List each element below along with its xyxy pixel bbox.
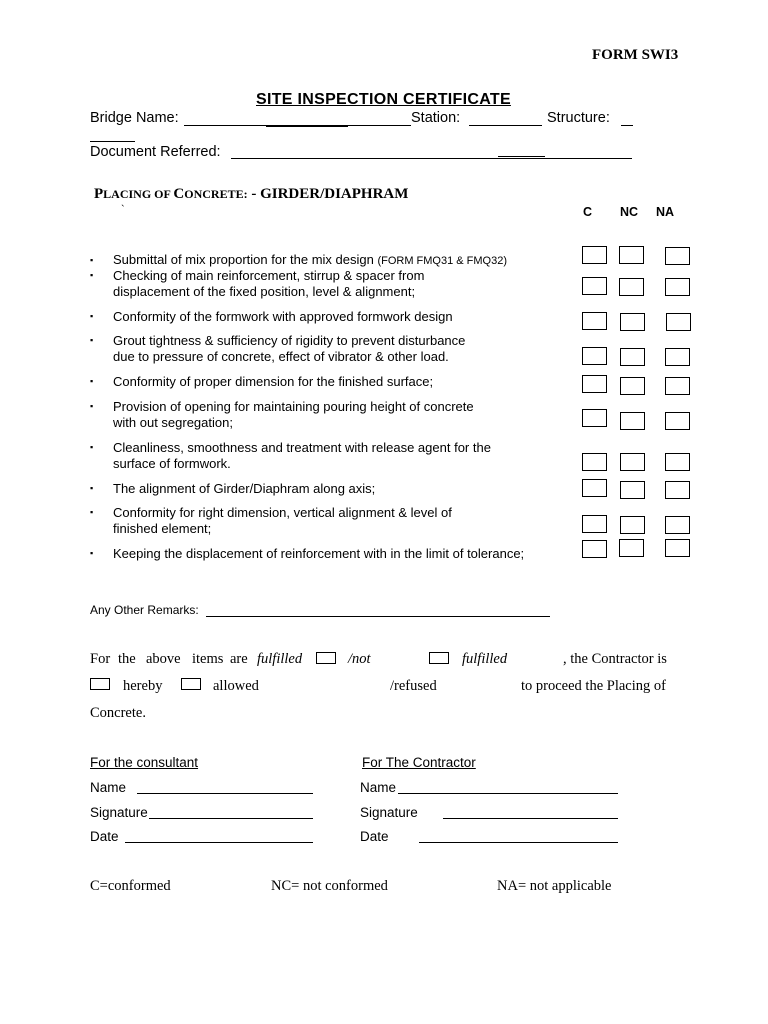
statement-word: the [118,651,136,667]
not-fulfilled-label: fulfilled [462,651,508,667]
item-text-line2: due to pressure of concrete, effect of vibrator & other load. [113,349,449,364]
contractor-signature-field[interactable] [443,818,618,819]
item-text-line2: displacement of the fixed position, level & alignment; [113,284,416,299]
bullet-marker: ▪ [90,401,94,411]
structure-field[interactable] [621,125,633,126]
checklist-item-1 [113,252,507,269]
checkbox-c-item-8[interactable] [582,479,607,497]
contractor-date-label: Date [360,829,389,844]
checkbox-c-item-1[interactable] [582,246,607,264]
checkbox-nc-item-8[interactable] [620,481,645,499]
item-text-line1: Conformity of the formwork with approved formwork design [113,309,453,324]
checkbox-nc-item-9[interactable] [620,516,645,534]
bridge-name-underline [266,126,348,127]
stray-tick-mark: ` [121,204,125,216]
checkbox-nc-item-6[interactable] [620,412,645,430]
section-title [94,186,408,203]
statement-word: are [230,651,248,667]
remarks-field[interactable] [206,616,550,617]
structure-label: Structure: [547,110,610,126]
item-text-line1: Conformity for right dimension, vertical alignment & level of [113,505,452,520]
section-title-c: C [173,186,185,202]
checkbox-c-item-10[interactable] [582,540,607,558]
checklist-item-10 [113,546,524,562]
statement-tail: , the Contractor is [563,651,667,667]
item-text-line2: surface of formwork. [113,456,231,471]
consultant-name-field[interactable] [137,793,313,794]
fulfilled-label: fulfilled [257,651,303,667]
item-text-line1: Grout tightness & sufficiency of rigidity to prevent disturbance [113,333,466,348]
checkbox-na-item-7[interactable] [665,453,690,471]
bullet-marker: ▪ [90,270,94,280]
legend-not-conformed: NC= not conformed [271,878,388,894]
bridge-name-label: Bridge Name: [90,110,179,126]
form-code: FORM SWI3 [592,47,679,63]
checkbox-c-item-3[interactable] [582,312,607,330]
section-title-oncrete: ONCRETE: [184,187,248,201]
allowed-label: allowed [213,678,259,694]
checklist-item-4 [113,333,465,365]
checkbox-na-item-5[interactable] [665,377,690,395]
consultant-signature-field[interactable] [149,818,313,819]
consultant-date-label: Date [90,829,119,844]
checkbox-na-item-9[interactable] [665,516,690,534]
item-text-line1: Cleanliness, smoothness and treatment with release agent for the [113,440,491,455]
structure-field-continued[interactable] [90,141,135,142]
not-label: /not [348,651,371,667]
statement-word: items [192,651,224,667]
consultant-date-field[interactable] [125,842,313,843]
checkbox-c-item-2[interactable] [582,277,607,295]
item-text-line2: finished element; [113,521,212,536]
bullet-marker: ▪ [90,376,94,386]
contractor-name-label: Name [360,780,397,795]
proceed-text: to proceed the Placing of [521,678,666,694]
item-text-line1: Checking of main reinforcement, stirrup & spacer from [113,268,425,283]
checklist-item-9 [113,505,452,537]
item-text-line1: Provision of opening for maintaining pouring height of concrete [113,399,474,414]
consultant-signature-label: Signature [90,805,148,820]
checkbox-nc-item-7[interactable] [620,453,645,471]
checkbox-nc-item-2[interactable] [619,278,644,296]
concrete-text: Concrete. [90,705,146,721]
checkbox-nc-item-5[interactable] [620,377,645,395]
contractor-name-field[interactable] [398,793,618,794]
bullet-marker: ▪ [90,507,94,517]
checkbox-nc-item-4[interactable] [620,348,645,366]
checklist-item-5 [113,374,433,390]
bullet-marker: ▪ [90,483,94,493]
checkbox-nc-item-10[interactable] [619,539,644,557]
checkbox-c-item-7[interactable] [582,453,607,471]
document-referred-field[interactable] [231,158,632,159]
page-title: SITE INSPECTION CERTIFICATE [256,91,511,108]
checklist-item-3 [113,309,453,325]
legend-conformed: C=conformed [90,878,171,894]
item-text-line1: Keeping the displacement of reinforcement with in the limit of tolerance; [113,546,525,561]
contractor-signature-label: Signature [360,805,418,820]
checkbox-nc-item-1[interactable] [619,246,644,264]
station-field[interactable] [469,125,542,126]
checkbox-na-item-1[interactable] [665,247,690,265]
not-fulfilled-checkbox[interactable] [429,652,449,664]
remarks-label: Any Other Remarks: [90,603,199,617]
column-header-na: NA [656,205,675,219]
checklist-item-7 [113,440,491,472]
column-header-nc: NC [620,205,639,219]
checkbox-na-item-4[interactable] [665,348,690,366]
station-label: Station: [411,110,461,126]
checkbox-na-item-3[interactable] [666,313,691,331]
column-header-c: C [583,205,593,219]
document-referred-label: Document Referred: [90,144,221,160]
checkbox-c-item-9[interactable] [582,515,607,533]
legend-not-applicable: NA= not applicable [497,878,612,894]
fulfilled-checkbox[interactable] [316,652,336,664]
refused-label: /refused [390,678,437,694]
statement-word: For [90,651,111,667]
bullet-marker: ▪ [90,255,94,265]
section-title-lacing: LACING OF [103,187,174,201]
bullet-marker: ▪ [90,442,94,452]
checkbox-c-item-4[interactable] [582,347,607,365]
checklist-item-2 [113,268,424,300]
consultant-name-label: Name [90,780,127,795]
checkbox-c-item-5[interactable] [582,375,607,393]
checkbox-nc-item-3[interactable] [620,313,645,331]
checkbox-na-item-10[interactable] [665,539,690,557]
checklist-item-6 [113,399,474,431]
section-title-subject: - GIRDER/DIAPHRAM [247,186,409,202]
checklist-item-8 [113,481,375,497]
item-text-line1: Conformity of proper dimension for the finished surface; [113,374,434,389]
contractor-date-field[interactable] [419,842,618,843]
bullet-marker: ▪ [90,548,94,558]
statement-word: above [146,651,181,667]
section-title-p: P [94,186,104,202]
bullet-marker: ▪ [90,311,94,321]
checkbox-c-item-6[interactable] [582,409,607,427]
document-referred-underline [498,156,545,157]
hereby-label: hereby [123,678,163,694]
item-form-reference: (FORM FMQ31 & FMQ32) [377,255,508,267]
item-text-line1: Submittal of mix proportion for the mix design [113,252,378,267]
contractor-heading: For The Contractor [362,755,476,770]
item-text-line2: with out segregation; [113,415,233,430]
checkbox-na-item-2[interactable] [665,278,690,296]
consultant-heading: For the consultant [90,755,199,770]
allowed-checkbox[interactable] [90,678,110,690]
bullet-marker: ▪ [90,335,94,345]
checkbox-na-item-6[interactable] [665,412,690,430]
refused-checkbox[interactable] [181,678,201,690]
checkbox-na-item-8[interactable] [665,481,690,499]
item-text-line1: The alignment of Girder/Diaphram along axis; [113,481,376,496]
